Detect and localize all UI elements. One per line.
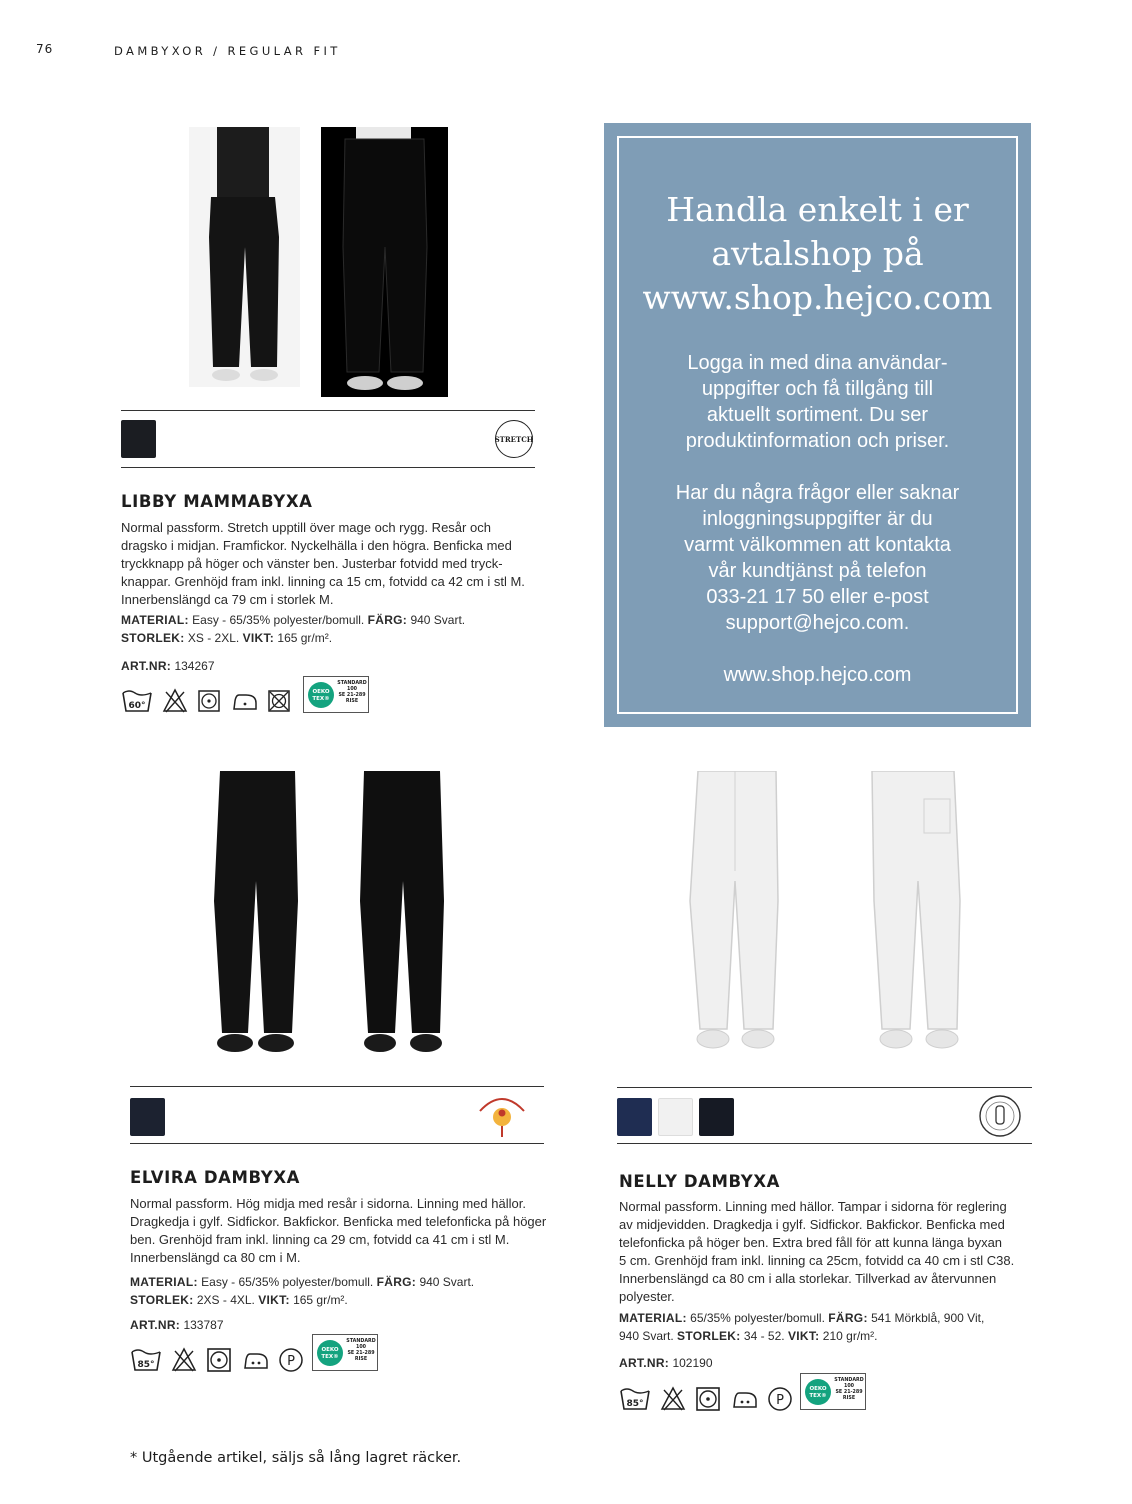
- dry-clean-p-icon: [278, 1347, 304, 1373]
- elvira-care-symbols: [130, 1345, 304, 1375]
- promo-paragraph-contact: Har du några frågor eller saknar inloggningsuppgifter är du varmt välkommen att kontakta vår kundtjänst på telefon 033-21 17 50 eller e-post support@hejco.com.: [675, 482, 960, 634]
- dry-clean-p-label: P: [287, 1354, 295, 1369]
- nelly-color-swatch-navy[interactable]: [617, 1098, 652, 1136]
- oeko-tex-logo: OEKO TEX®: [308, 682, 334, 708]
- wash-85-icon: [619, 1386, 651, 1412]
- elvira-description: Normal passform. Hög midja med resår i sidorna. Linning med hällor. Dragkedja i gylf. Sidfickor. Bakfickor. Benficka med telefonficka på höger ben. Grenhöjd fram inkl. linning ca 29 cm, fotvidd ca 41 cm i stl M. Innerbenslängd ca 80 cm i M.: [130, 1196, 547, 1265]
- oeko-code: SE 21-289 RISE: [338, 693, 366, 704]
- oeko-standard: STANDARD 100: [346, 1339, 376, 1350]
- nelly-color-swatch-white[interactable]: [658, 1098, 693, 1136]
- oeko-standard: STANDARD 100: [337, 681, 367, 692]
- elvira-specs: MATERIAL: Easy - 65/35% polyester/bomull. FÄRG: 940 Svart. STORLEK: 2XS - 4XL. VIKT: 165 gr/m².: [130, 1275, 475, 1307]
- wash-85-icon: [130, 1347, 162, 1373]
- libby-color-swatch[interactable]: [121, 420, 156, 458]
- tumble-dry-icon: [206, 1347, 232, 1373]
- oeko-tex-logo: OEKO TEX®: [317, 1340, 343, 1366]
- nelly-back-photo: [862, 771, 974, 1061]
- nelly-info-strip: [617, 1087, 1032, 1144]
- dry-clean-p-label: P: [776, 1393, 784, 1408]
- elvira-front-photo: [200, 771, 310, 1061]
- libby-care-symbols: [121, 686, 291, 716]
- elvira-title: ELVIRA DAMBYXA: [130, 1168, 301, 1187]
- no-bleach-icon: [171, 1347, 197, 1373]
- libby-oeko-tex-label: [303, 676, 369, 713]
- elvira-artnr: ART.NR: 133787: [130, 1318, 224, 1332]
- oeko-standard: STANDARD 100: [834, 1378, 864, 1389]
- wash-60-icon: [121, 688, 153, 714]
- dry-clean-p-icon: [767, 1386, 793, 1412]
- elvira-info-strip: [130, 1086, 544, 1144]
- oeko-tex-logo: OEKO TEX®: [805, 1379, 831, 1405]
- wash-85-label: 85°: [137, 1360, 155, 1370]
- nelly-description: Normal passform. Linning med hällor. Tampar i sidorna för reglering av midjevidden. Dragkedja i gylf. Sidfickor. Bakfickor. Benficka med telefonficka på höger ben. Extra bred fåll för att kunna länga byxan 5 cm. Grenhöjd fram inkl. linning ca 25cm, fotvidd ca 40 cm i stl C38. Innerbenslängd ca 80 cm i alla storlekar. Tillverkad av återvunnen polyester.: [619, 1199, 1015, 1304]
- libby-info-strip: [121, 410, 535, 468]
- tumble-dry-icon: [695, 1386, 721, 1412]
- addo-badge-icon: [472, 1093, 532, 1139]
- no-dry-clean-icon: [267, 689, 291, 713]
- section-header: DAMBYXOR / REGULAR FIT: [114, 44, 341, 58]
- nelly-title: NELLY DAMBYXA: [619, 1172, 781, 1191]
- libby-specs: MATERIAL: Easy - 65/35% polyester/bomull. FÄRG: 940 Svart. STORLEK: XS - 2XL. VIKT: 165 gr/m².: [121, 613, 466, 645]
- nelly-specs: MATERIAL: 65/35% polyester/bomull. FÄRG: 541 Mörkblå, 900 Vit, 940 Svart. STORLEK: 34 - 52. VIKT: 210 gr/m².: [619, 1311, 985, 1343]
- nelly-care-symbols: [619, 1384, 793, 1414]
- oeko-code: SE 21-289 RISE: [835, 1390, 863, 1401]
- wash-85-label: 85°: [626, 1399, 644, 1409]
- nelly-oeko-tex-label: [800, 1373, 866, 1410]
- libby-front-photo: [189, 127, 300, 387]
- elvira-color-swatch[interactable]: [130, 1098, 165, 1136]
- elvira-back-photo: [348, 771, 458, 1061]
- no-bleach-icon: [660, 1386, 686, 1412]
- footnote: * Utgående artikel, säljs så lång lagret räcker.: [130, 1450, 462, 1466]
- libby-artnr: ART.NR: 134267: [121, 659, 215, 673]
- no-bleach-icon: [162, 688, 188, 714]
- libby-back-photo: [321, 127, 448, 397]
- nelly-front-photo: [678, 771, 790, 1061]
- iron-medium-icon: [241, 1348, 269, 1372]
- tumble-dry-icon: [197, 689, 221, 713]
- wash-60-label: 60°: [128, 701, 146, 711]
- promo-paragraph-login: Logga in med dina användar- uppgifter och få tillgång till aktuellt sortiment. Du ser produktinformation och priser.: [685, 352, 950, 452]
- recycled-polyester-icon: [978, 1094, 1022, 1138]
- nelly-artnr: ART.NR: 102190: [619, 1356, 713, 1370]
- stretch-badge-icon: [495, 420, 533, 458]
- nelly-color-swatch-black[interactable]: [699, 1098, 734, 1136]
- elvira-oeko-tex-label: [312, 1334, 378, 1371]
- promo-shop-link[interactable]: www.shop.hejco.com: [723, 664, 912, 686]
- libby-description: Normal passform. Stretch upptill över mage och rygg. Resår och dragsko i midjan. Framfickor. Nyckelhälla i den högra. Benficka med tryckknapp på höger och vänster ben. Justerbar fotvidd med tryck- knappar. Grenhöjd fram inkl. linning ca 15 cm, fotvidd ca 42 cm i stl M. Innerbenslängd ca 79 cm i storlek M.: [121, 520, 525, 607]
- promo-inner-frame: [617, 136, 1018, 714]
- iron-medium-icon: [730, 1387, 758, 1411]
- promo-heading: Handla enkelt i er avtalshop på www.shop.hejco.com: [642, 190, 993, 317]
- iron-icon: [230, 689, 258, 713]
- libby-title: LIBBY MAMMABYXA: [121, 492, 313, 511]
- oeko-code: SE 21-289 RISE: [347, 1351, 375, 1362]
- promo-box: [604, 123, 1031, 727]
- stretch-badge-label: STRETCH: [494, 434, 534, 444]
- page-number: 76: [36, 42, 54, 56]
